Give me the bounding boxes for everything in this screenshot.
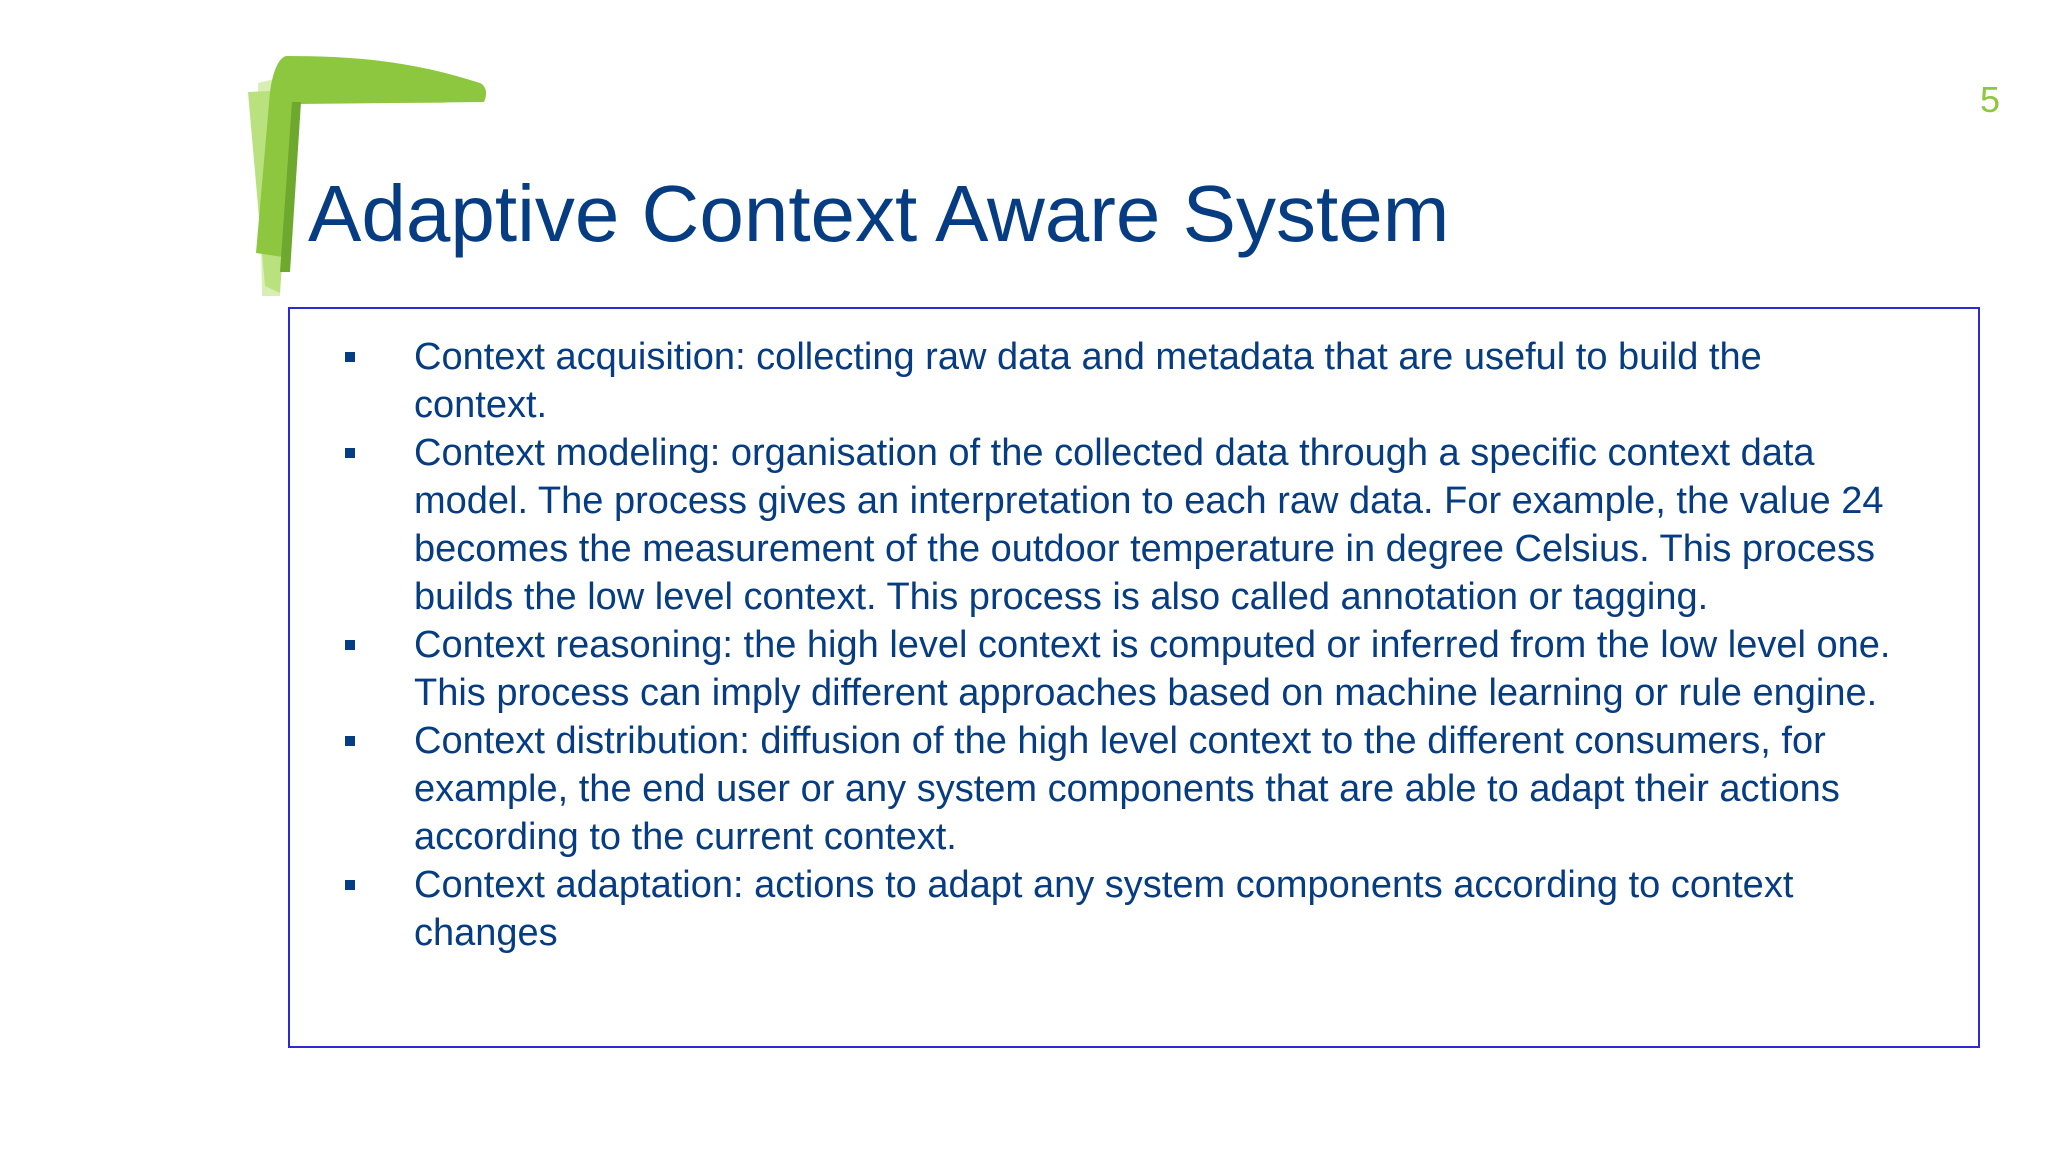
bullet-item-context-distribution [290, 717, 1980, 861]
bullet-text-context-reasoning: Context reasoning: the high level context is computed or inferred from the low level one. This process can imply different approaches based on machine learning or rule engine. [414, 624, 1891, 714]
bullet-item-context-acquisition [290, 333, 1980, 429]
bullet-text-context-acquisition: Context acquisition: collecting raw data and metadata that are useful to build the context. [414, 336, 1762, 426]
square-bullet-icon [345, 448, 355, 458]
bullet-text-context-adaptation: Context adaptation: actions to adapt any system components according to context changes [414, 864, 1794, 954]
square-bullet-icon [345, 352, 355, 362]
slide-title: Adaptive Context Aware System [308, 169, 1450, 258]
bullet-text-context-modeling: Context modeling: organisation of the collected data through a specific context data model. The process gives an interpretation to each raw data. For example, the value 24 becomes the measurement of the outdoor temperature in degree Celsius. This process builds the low level context. This process is also called annotation or tagging. [414, 432, 1884, 618]
square-bullet-icon [345, 880, 355, 890]
bullet-content-box [288, 307, 1980, 1048]
page-number: 5 [1979, 79, 2000, 120]
bullet-list [290, 333, 1980, 957]
bullet-item-context-reasoning [290, 621, 1980, 717]
bullet-text-context-distribution: Context distribution: diffusion of the high level context to the different consumers, for example, the end user or any system components that are able to adapt their actions according to the current context. [414, 720, 1840, 858]
square-bullet-icon [345, 640, 355, 650]
square-bullet-icon [345, 736, 355, 746]
bullet-item-context-modeling [290, 429, 1980, 621]
bullet-item-context-adaptation [290, 861, 1980, 957]
